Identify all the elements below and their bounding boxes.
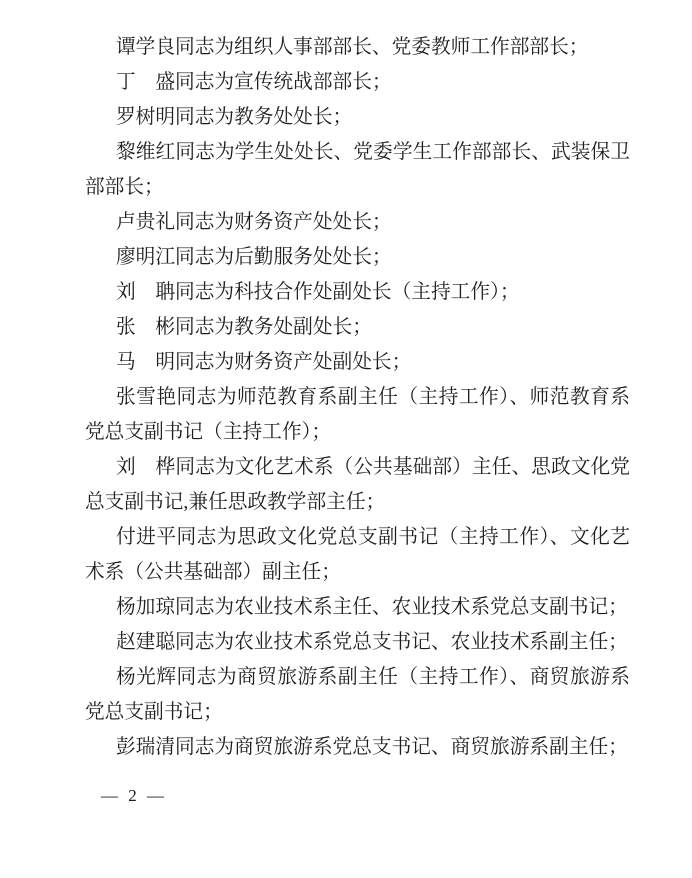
appointment-line: 彭瑞清同志为商贸旅游系党总支书记、商贸旅游系副主任； <box>116 736 628 758</box>
appointment-line: 刘 桦同志为文化艺术系（公共基础部）主任、思政文化党总支副书记,兼任思政教学部主任； <box>85 456 630 513</box>
appointment-line: 刘 聃同志为科技合作处副处长（主持工作）； <box>116 281 520 303</box>
appointment-line: 丁 盛同志为宣传统战部部长； <box>116 71 392 93</box>
document-body <box>85 30 630 765</box>
appointment-line: 罗树明同志为教务处处长； <box>116 106 353 128</box>
appointment-line: 杨加琼同志为农业技术系主任、农业技术系党总支副书记； <box>116 596 628 618</box>
appointment-line: 卢贵礼同志为财务资产处处长； <box>116 211 392 233</box>
appointment-line: 黎维红同志为学生处处长、党委学生工作部部长、武装保卫部部长； <box>85 141 630 198</box>
appointment-line: 谭学良同志为组织人事部部长、党委教师工作部部长； <box>116 36 589 58</box>
appointment-line: 马 明同志为财务资产处副处长； <box>116 351 412 373</box>
appointment-line: 张雪艳同志为师范教育系副主任（主持工作）、师范教育系党总支副书记（主持工作）； <box>85 386 630 443</box>
appointment-line: 张 彬同志为教务处副处长； <box>116 316 372 338</box>
page-number: — 2 — <box>101 786 167 805</box>
appointment-line: 付进平同志为思政文化党总支副书记（主持工作）、文化艺术系（公共基础部）副主任； <box>85 526 630 583</box>
appointment-line: 杨光辉同志为商贸旅游系副主任（主持工作）、商贸旅游系党总支副书记； <box>85 666 630 723</box>
appointment-line: 廖明江同志为后勤服务处处长； <box>116 246 392 268</box>
appointment-line: 赵建聪同志为农业技术系党总支书记、农业技术系副主任； <box>116 631 628 653</box>
